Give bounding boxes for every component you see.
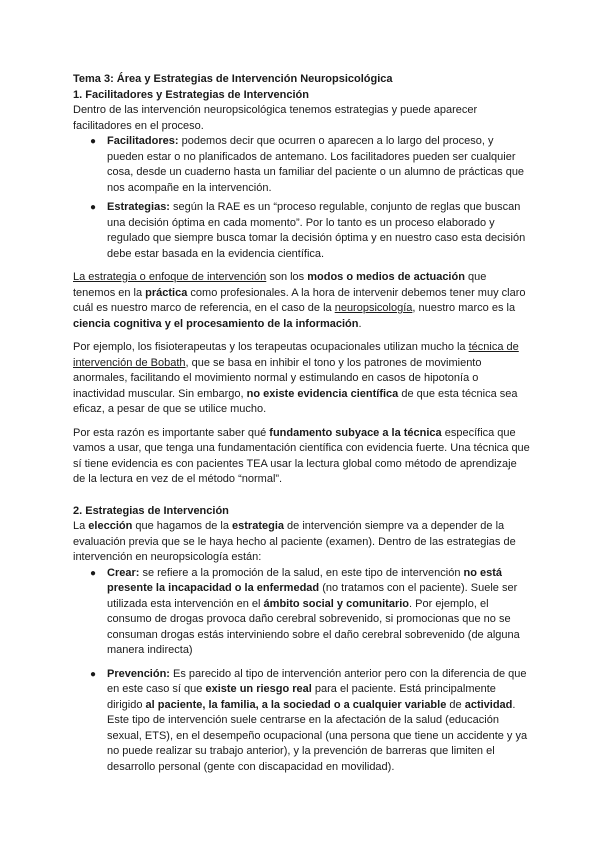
section1-title: 1. Facilitadores y Estrategias de Intervención (73, 88, 309, 101)
text-run: de que esta técnica sea eficaz, a pesar de que se utilice mucho. (73, 387, 518, 415)
bullet-facilitadores (73, 134, 530, 196)
text-run: que hagamos de la (132, 520, 233, 532)
text-run: , que se basa en inhibir el tono y los patrones de movimiento anormales, facilitando el movimiento normal y estimulando en casos de hipotonía o inactividad muscular. Sin embargo, (73, 356, 482, 400)
text-run: de intervención siempre va a depender de la evaluación previa que se le haya hecho al paciente (examen). Dentro de las estrategias de intervención en neuropsicología están: (73, 520, 516, 563)
bullet-dot-icon: ● (90, 202, 97, 213)
section2-title: 2. Estrategias de Intervención (73, 504, 229, 517)
bullet-term: Facilitadores: (107, 135, 179, 147)
underlined-term: neuropsicología (334, 302, 413, 314)
bullet-dot-icon: ● (90, 136, 97, 147)
text-run: . (358, 317, 362, 330)
underlined-term: La estrategia o enfoque de intervención (73, 271, 267, 283)
text-run: (no tratamos con el paciente). Suele ser utilizada esta intervención en el (107, 582, 518, 610)
bold-term: existe un riesgo real (205, 683, 312, 695)
bold-term: al paciente, la familia, a la sociedad o a cualquier variable (145, 698, 447, 711)
bold-term: estrategia (232, 520, 284, 532)
text-run: . Por ejemplo, el consumo de drogas provoca daño cerebral sobrevenido, si promocionas que no se consuman drogas estás interviniendo sobre el daño cerebral sobrevenido (de alguna manera indirecta) (107, 597, 520, 656)
text-run: como profesionales. A la hora de intervenir debemos tener muy claro cuál es nuestro marco de referencia, en el caso de la (73, 286, 526, 314)
section1-bullet-list (73, 134, 530, 262)
bold-term: actividad (464, 698, 513, 711)
text-run: de (446, 698, 465, 711)
bullet-text: podemos decir que ocurren o aparecen a lo largo del proceso, y pueden estar o no planificados de antemano. Los facilitadores pueden ser cualquier cosa, desde un cuaderno hasta un familiar del paciente o un alumno de prácticas que nos acompañe en la intervención. (107, 135, 525, 194)
text-run: que tenemos en la (73, 271, 487, 299)
bullet-term: Estrategias: (107, 201, 170, 213)
bullet-prevencion (73, 667, 530, 776)
topic-title: Tema 3: Área y Estrategias de Intervención Neuropsicológica (73, 73, 393, 85)
bold-term: no está presente la incapacidad o la enfermedad (107, 566, 503, 594)
text-run: La (73, 520, 89, 532)
text-run: Por ejemplo, los fisioterapeutas y los terapeutas ocupacionales utilizan mucho la (73, 341, 469, 353)
bold-term: modos o medios de actuación (307, 271, 465, 283)
bold-term: fundamento subyace a la técnica (269, 426, 442, 439)
paragraph-fundamento (73, 426, 530, 488)
section2-intro (73, 519, 530, 566)
paragraph-enfoque (73, 270, 530, 332)
bold-term: ciencia cognitiva y el procesamiento de la información (73, 317, 359, 330)
text-run: Es parecido al tipo de intervención anterior pero con la diferencia de que en este caso sí que (107, 667, 527, 695)
paragraph-bobath (73, 340, 530, 418)
bullet-crear (73, 566, 530, 659)
bold-term: no existe evidencia científica (246, 387, 399, 400)
text-run: se refiere a la promoción de la salud, en este tipo de intervención (139, 566, 464, 579)
text-run: para el paciente. Está principalmente dirigido (107, 683, 496, 711)
bold-term: elección (88, 520, 133, 532)
bold-term: ámbito social y comunitario (263, 597, 410, 610)
bullet-estrategias (73, 200, 530, 262)
bullet-term: Crear: (107, 566, 140, 579)
text-run: . Este tipo de intervención suele centrarse en la afectación de la salud (educación sexual, ETS), en el desempeño ocupacional (una persona que tiene un accidente y ya no puede realizar su trabajo anterior), y la prevención de barreras que limiten el desarrollo personal (gente con discapacidad en movilidad). (107, 698, 528, 773)
bullet-text: según la RAE es un “proceso regulable, conjunto de reglas que buscan una decisión óptima en cada momento”. Por lo tanto es un proceso elaborado y regulado que siempre busca tomar la decisión óptima y en nuestro caso esta decisión debe estar basada en la evidencia científica. (107, 201, 526, 260)
text-run: específica que vamos a usar, que tenga una fundamentación científica con evidencia fuerte. Una técnica que sí tiene evidencia es con pacientes TEA usar la lectura global como método de aprendizaje de la lectura en vez de el método “normal”. (73, 426, 530, 485)
section1-intro: Dentro de las intervención neuropsicológica tenemos estrategias y puede aparecer facilitadores en el proceso. (73, 104, 478, 132)
bold-term: práctica (145, 286, 188, 299)
bullet-dot-icon: ● (90, 668, 97, 680)
text-run: son los (266, 271, 308, 283)
bullet-dot-icon: ● (90, 567, 97, 579)
text-run: Por esta razón es importante saber qué (73, 426, 270, 439)
section2-bullet-list (73, 566, 530, 776)
bullet-term: Prevención: (107, 667, 170, 680)
underlined-term: técnica de intervención de Bobath (73, 341, 519, 369)
text-run: , nuestro marco es la (412, 302, 516, 314)
